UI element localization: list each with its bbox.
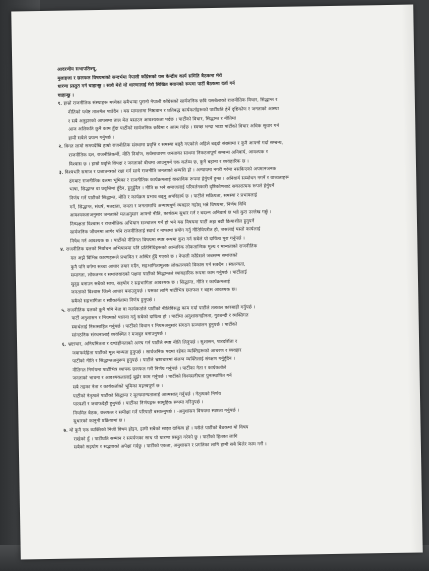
page-shade xyxy=(401,5,423,553)
paragraph-line: निष्पक्षता विश्वास र राजनीतिक अभियान सञ्चालन गर्ने हो भने यस विषयमा पार्टी अझ बढी क्रियाशील हुनुपर्ने xyxy=(69,219,255,228)
paragraph-number: ३. xyxy=(59,170,64,176)
paragraph-number: ७. xyxy=(63,428,68,434)
numbered-paragraph xyxy=(59,164,396,247)
numbered-paragraph xyxy=(62,336,399,428)
paragraph-text: यो कुनै एक व्यक्तिको निजी विषय होइन, हामी सबैको साझा दायित्व हो । यसैले पार्टीको बैठकमा यो विषय xyxy=(69,425,249,434)
paragraph-number: १. xyxy=(57,102,63,108)
paragraph-line: नीतिको यथेष्ट तालमेल पाउँदैन । यस मामलामा निष्ठावान र प्रतिबद्ध कार्यकर्ताहरूको पार्टीप्रति हेर्ने दृष्टिकोण र जनताको आस्था xyxy=(67,106,279,116)
paragraph-line: निषेध गर्न आवश्यक छ । पार्टीको नीतिगत विषयमा स्पष्ट रूपमा कुरा गर्न सबैले यो दायित्व पूरा गर्नुपर्छ । xyxy=(70,236,245,245)
paragraph-text: विगत लामो समयदेखि हाम्रो राजनीतिक संस्थामा प्रवृत्ति र समस्या बढ्दै गएकोले अहिले बढ्दो संख्यामा र कुनै आफ्नो गर्दा सम्बन्ध, xyxy=(64,141,284,150)
paragraph-line: आज अलिकति कुनै काम हुँदा पार्टीको सार्वजनिक छविमा र आत्म गर्दछ । स्वच्छ भन्दा भाडा पार्टीको विचार अधिक सुधार गर्न xyxy=(68,124,280,133)
numbered-paragraph xyxy=(64,422,400,454)
paragraph-line: ढंगबाट राजनीतिक दलमा भूमिका र राजनीतिक कार्यक्रमलाई वास्तविक रूपमा हेर्नुपर्ने हुन्छ । अनिवार्य सम्बोधन नगर्ने र वाध्यताहरू xyxy=(69,175,290,185)
paragraph-number: ५. xyxy=(61,308,66,314)
numbered-paragraph xyxy=(58,95,395,144)
paragraph-line: गर्ने, सिद्धान्त, संघर्ष, मतदाता, जनता र जनतामाथि अन्यायपूर्ण व्यवहार नहोस् भन्ने विषयमा, निर्णय विधि xyxy=(69,201,247,211)
salutation-line: धारणा प्रस्तुत गर्न चाहान्छु । साथै मेरो यो धारणालाई मेरो लिखित बयानको रूपमा पार्टी बैठकमा दर्ता गर्न xyxy=(57,81,235,90)
salutation-line: मुलाहजा र छलफल विषयमाको सन्दर्भमा नेपाली काँग्रेसको यस केन्द्रीय कार्य समिति बैठकमा मेरो xyxy=(57,73,223,82)
paragraph-line: पारदर्शी र जवाफदेही हुनुपर्छ । पार्टीका निर्णयहरू सामूहिक रूपमा गरिनुपर्छ । xyxy=(73,400,204,408)
document-body xyxy=(57,61,400,454)
paragraph-number: ४. xyxy=(60,248,65,254)
paragraph-line: सांगठनिक संरचनालाई व्यवस्थित र मजबुत बनाउनुपर्छ । xyxy=(71,332,167,339)
numbered-paragraphs xyxy=(58,95,400,453)
numbered-paragraph xyxy=(61,301,398,341)
paragraph-line: सबैको सहभागिता र स्वीकार्यतामा निर्णय हुनुपर्छ । xyxy=(71,298,156,305)
paragraph-line: हामी सबैले प्रयत्न गर्नुपर्छ । xyxy=(68,135,115,142)
paragraph-text: विश्वभरि समाज र प्रजातन्त्रको रक्षा गर्न साथै राजनीति जनताको सम्पत्ति हो । अन्यायमा नगरी गरेमा नसकिएको अपमानजनक xyxy=(64,167,277,176)
paragraph-line: राजनीतिक दल, राजनीतिकर्मी, नीति निर्माण, सर्वसाधारण जनताका साथमा निकटतापूर्ण सम्बन्ध अनिवार्य, आवश्यक र xyxy=(68,150,268,159)
paragraph-line: सुदृढ बनाउन सबैको साथ, सहयोग र सहभागिता आवश्यक छ । सिद्धान्त, नीति र कार्यक्रमलाई xyxy=(70,279,231,288)
paragraph-number: २. xyxy=(58,145,63,151)
paragraph-line: निर्णय गर्ने पाटीको सिद्धान्त, नीति र कार्यक्रम प्रभाव बढ्नु अपरिहार्य छ । पार्टीले सक्रियता, समस्या र प्रभावलाई xyxy=(69,193,258,202)
paragraph-line: कुनै पनि वर्गमा सच्चा आधार तयार गर्दैन, सहभागितामूलक लोकतन्त्रको विकास गर्न सक्दैन । स्वतन्त्रता, xyxy=(70,262,246,271)
paragraph-line: विश्वास छ । हाम्रो प्रवृत्ति विपदा र जनताको बीचमा आउनुपर्ने एक कर्तव्य छ, कुनै बहाना र व्यवहारिक छ । xyxy=(68,158,249,168)
paragraph-line: पार्टीको नीति र सिद्धान्तअनुरूप हुनुपर्छ । पार्टीले भ्रष्टाचारमा संलग्न व्यक्तिलाई संरक्षण गर्नुहुँदैन । xyxy=(72,356,236,365)
paragraph-line: भाषा, सिद्धान्त वा प्रवृत्तिमा हुँदैन, हुनुहुँदैन । नीति छ भने समाजलाई परिवर्तनकारी दृष्टिकोणबाट सकारात्मक रूपले हेर्नुपर्ने xyxy=(69,184,275,193)
paragraph-number: ६. xyxy=(62,342,67,348)
paragraph-line: राखेको हुँ । पार्टीप्रति सम्मान र समर्पणका साथ यो धारणा प्रस्तुत गरेको छु । पार्टीको हितका लागि xyxy=(73,434,238,443)
paragraph-line: दल अझै विभिन्न कारणहरूले प्रभावित र अस्थिर हुँदै गएको छ । नेपाली काँग्रेसले जबसम्म समाजको xyxy=(70,253,238,262)
salutation-block xyxy=(57,61,394,101)
paragraph-text: भ्रष्टाचार, अनियमितता र दण्डहीनताको अन्त्य गर्न पार्टीले स्पष्ट नीति लिनुपर्छ । सुशासन, पारदर्शिता र xyxy=(67,339,238,348)
paragraph-line: नीतिगत निर्णयमा पार्टीभित्र व्यापक छलफल गरी निर्णय गर्नुपर्छ । पार्टीका नेता र कार्यकर्ताले xyxy=(72,365,227,374)
salutation-line: चाहान्छु । xyxy=(57,93,74,99)
paragraph-line: पार्टी अनुशासन र नियमको पालना गर्नु सबैको दायित्व हो । पार्टीमा अनुशासनहीनता, गुटबन्दी र व्यक्तिगत xyxy=(71,313,249,322)
paragraph-line: सार्वजनिक जीवनमा लागेर पनि राजनीतिलाई स्वार्थ र नाफामा प्रयोग गर्नु नीतिविपरीत हो, जसलाई यस्तो कार्यलाई xyxy=(70,227,261,236)
paragraph-text: हाम्रो राजनीतिक संस्थाहरू मध्येका सबैभन्दा पुरानो नेपाली काँग्रेसको सार्वजनिक छवि यसबेलाको राजनीतिक विचार, सिद्धान्त र xyxy=(63,98,278,108)
paragraph-text: राजनीतिक दलको निर्वाचन अभियानमा पनि प्रतिनिधिहरूको आन्तरिक लोकतान्त्रिक मूल्य र मान्यताको राजनीतिक xyxy=(66,244,258,254)
paragraph-line: स्वार्थलाई निरुत्साहित गर्नुपर्छ । पार्टीको विधान र नियमअनुसार संगठन सञ्चालन हुनुपर्छ । पार्टीको xyxy=(71,322,238,331)
paragraph-line: जवाफदेहिता पार्टीको मूल मान्यता हुनुपर्छ । सार्वजनिक पदमा रहेका व्यक्तिहरूको आचरण र व्यवहार xyxy=(72,348,242,357)
paragraph-line: समानता, लोकतन्त्र र समाजवादको पक्षमा पार्टीको सिद्धान्तले व्यावहारिक रूपमा काम गर्नुपर्छ । पार्टीलाई xyxy=(70,270,247,279)
salutation-line: आदरणीय सभापतिज्यू, xyxy=(57,67,98,73)
paragraph-line: सबै तहका नेता र कार्यकर्ताको भूमिका महत्त्वपूर्ण छ । xyxy=(72,383,163,391)
document-page xyxy=(11,5,423,560)
paragraph-line: सबैको सहयोग र सद्भावको अपेक्षा गर्दछु । पार्टीको एकता, अनुशासन र प्रगतिका लागि हामी सबै मिलेर काम गरौं । xyxy=(73,442,267,451)
paragraph-line: नियमित बैठक, छलफल र समीक्षा गर्ने परिपाटी बसाल्नुपर्छ । -अनुशासन विषयमा स्पष्टता गर्नुपर्छ । xyxy=(73,408,240,417)
paragraph-text: राजनीतिक दलको कुनै पनि नेता वा कार्यकर्ताले पार्टीको नीतिविरुद्ध काम गर्दा पार्टीले तत्काल कारबाही गर्नुपर्छ । xyxy=(67,304,256,314)
paragraph-line: सुधारको कानुनी प्रक्रियामा छ । xyxy=(73,418,126,425)
paragraph-line: आवश्यकताअनुसार जनताको मतअनुसार आफ्नो नीति, कार्यक्रम सुधार गर्न र बदल्न अनिवार्य छ भन्ने कुरा उल्लेख गर्छु । xyxy=(69,210,272,219)
paragraph-line: जनताको भावना र आवश्यकतालाई बुझेर काम गर्नुपर्छ । पार्टीको विश्वसनीयता पुनःस्थापित गर्न xyxy=(72,374,232,382)
paragraph-line: पार्टीको नेतृत्वले पार्टीको सिद्धान्त र मूल्यमान्यतालाई आत्मसात् गर्नुपर्छ । नेतृत्वको निर्णय xyxy=(72,391,222,400)
numbered-paragraph xyxy=(60,241,397,307)
paragraph-line: र सबै अनुहारको आपसमा ताल मेल बसाउन आवश्यकता पर्दछ । पार्टीको विचार, सिद्धान्त र नीतिमा xyxy=(68,116,237,125)
paragraph-line: जनताको विश्वास जित्ने आधार बनाउनुपर्छ । यसका लागि पार्टीभित्र छलफल र बहस आवश्यक छ। xyxy=(71,288,237,296)
